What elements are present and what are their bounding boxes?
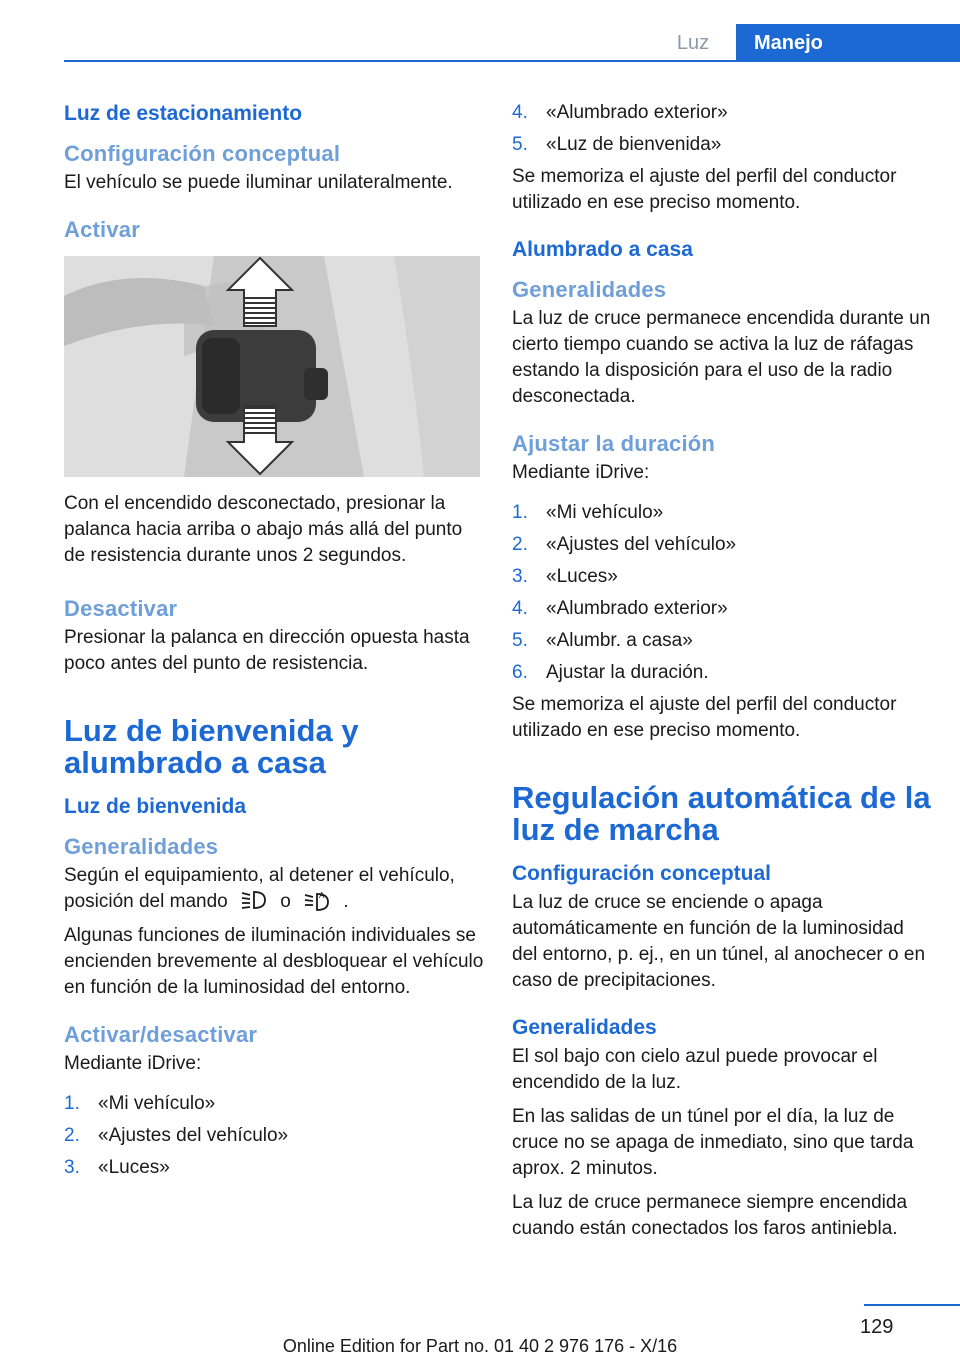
heading-welcome-home: Luz de bienvenida y alumbrado a casa	[64, 713, 359, 780]
auto-light-icon	[304, 889, 330, 911]
page-number: 129	[860, 1316, 894, 1338]
heading-auto-regulation: Regulación automática de la luz de marcha	[512, 780, 931, 847]
list-item: 2. «Ajustes del vehículo»	[512, 534, 737, 555]
heading-on-off: Activar/desactivar	[64, 1022, 258, 1047]
heading-general-auto: Generalidades	[512, 1016, 657, 1039]
list-item: 4. «Alumbrado exterior»	[512, 598, 728, 619]
para-via-idrive: Mediante iDrive:	[64, 1053, 202, 1074]
footer-rule	[864, 1304, 960, 1306]
lever-illustration	[64, 256, 480, 477]
left-column	[64, 100, 484, 1187]
lever-drawing	[64, 256, 480, 477]
para-deactivate: Presionar la palanca en dirección opuesta hasta poco antes del punto de resistencia.	[64, 627, 470, 674]
heading-deactivate: Desactivar	[64, 596, 178, 621]
edition-footer: Online Edition for Part no. 01 40 2 976 176 - X/16	[282, 1336, 678, 1356]
list-item: 5. «Luz de bienvenida»	[512, 134, 722, 155]
heading-concept-auto: Configuración conceptual	[512, 862, 772, 885]
para-via-idrive-2: Mediante iDrive:	[512, 462, 650, 483]
parking-light-icon	[241, 889, 267, 911]
para-general-end: .	[343, 891, 349, 912]
para-concept-auto: La luz de cruce se enciende o apaga automáticamente en función de la luminosidad del entorno, p. ej., en un túnel, al anochecer o en caso de precipitaciones.	[512, 892, 926, 991]
steps-list-welcome	[64, 1091, 484, 1181]
heading-duration: Ajustar la duración	[512, 431, 716, 456]
list-item: 2. «Ajustes del vehículo»	[64, 1125, 289, 1146]
svg-text:A: A	[319, 891, 325, 900]
para-home: La luz de cruce permanece encendida durante un cierto tiempo cuando se activa la luz de ráfagas estando la disposición para el uso de la radio desconectada.	[512, 308, 931, 407]
para-memo-2: Se memoriza el ajuste del perfil del conductor utilizado en ese preciso momento.	[512, 694, 897, 741]
para-general	[64, 863, 484, 915]
heading-concept: Configuración conceptual	[64, 141, 341, 166]
list-item: 1. «Mi vehículo»	[64, 1093, 216, 1114]
page-header	[0, 0, 960, 62]
heading-general: Generalidades	[64, 834, 219, 859]
steps-list-welcome-cont	[512, 100, 932, 158]
steps-list-home	[512, 500, 932, 686]
list-item: 1. «Mi vehículo»	[512, 502, 664, 523]
heading-home-light: Alumbrado a casa	[512, 238, 693, 261]
list-item: 3. «Luces»	[64, 1157, 170, 1178]
heading-welcome-light: Luz de bienvenida	[64, 795, 247, 818]
para-activate: Con el encendido desconectado, presionar la palanca hacia arriba o abajo más allá del punto de resistencia durante unos 2 segundos.	[64, 493, 463, 566]
para-general-auto-3: La luz de cruce permanece siempre encendida cuando están conectados los faros antiniebla.	[512, 1192, 908, 1239]
para-general-auto-1: El sol bajo con cielo azul puede provocar el encendido de la luz.	[512, 1046, 878, 1093]
list-item: 6. Ajustar la duración.	[512, 662, 709, 683]
heading-activate: Activar	[64, 217, 140, 242]
list-item: 5. «Alumbr. a casa»	[512, 630, 693, 651]
heading-parking-light: Luz de estacionamiento	[64, 102, 303, 125]
chapter-tab-manejo: Manejo	[736, 24, 960, 62]
para-general-text: Según el equipamiento, al detener el vehículo, posición del mando	[64, 865, 455, 912]
header-rule	[64, 60, 960, 62]
para-concept: El vehículo se puede iluminar unilateralmente.	[64, 172, 453, 193]
para-general-2: Algunas funciones de iluminación individuales se encienden brevemente al desbloquear el vehículo en función de la luminosidad del entorno.	[64, 925, 484, 998]
para-general-auto-2: En las salidas de un túnel por el día, la luz de cruce no se apaga de inmediato, sino que tarda aprox. 2 minutos.	[512, 1106, 914, 1179]
section-tab-luz: Luz	[676, 32, 710, 54]
list-item: 4. «Alumbrado exterior»	[512, 102, 728, 123]
para-memo-1: Se memoriza el ajuste del perfil del conductor utilizado en ese preciso momento.	[512, 166, 897, 213]
heading-general-home: Generalidades	[512, 277, 667, 302]
right-column	[512, 100, 932, 1250]
list-item: 3. «Luces»	[512, 566, 618, 587]
para-general-or: o	[280, 891, 291, 912]
